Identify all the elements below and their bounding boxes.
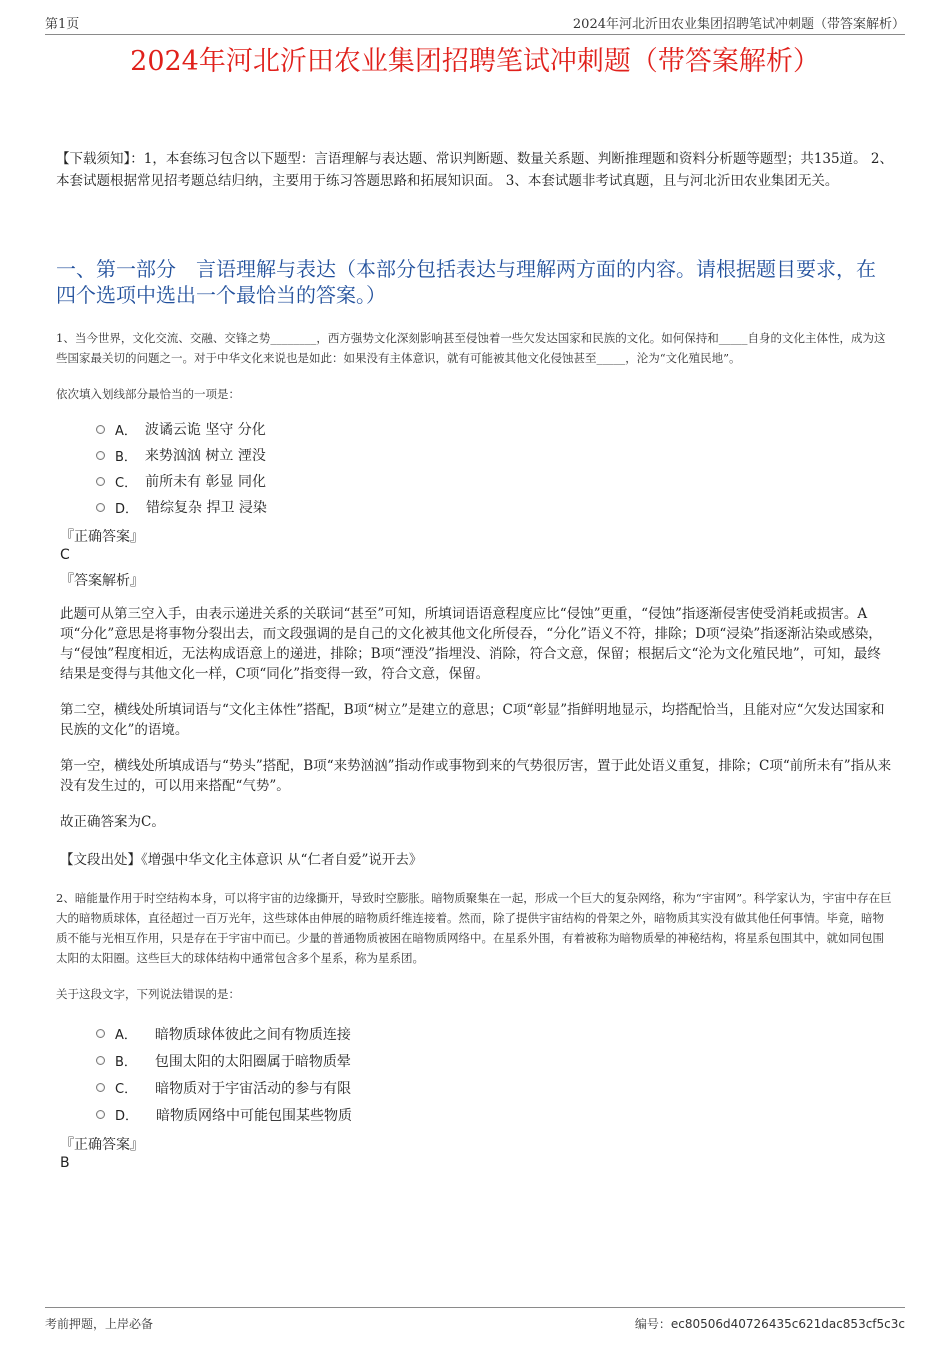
- option-b[interactable]: B． 来势汹汹 树立 湮没: [96, 442, 894, 468]
- radio-icon[interactable]: [96, 425, 105, 434]
- page-footer: [45, 1307, 905, 1332]
- answer-label: 『正确答案』: [60, 529, 144, 545]
- option-d[interactable]: D． 暗物质网络中可能包围某些物质: [96, 1101, 894, 1128]
- page-header: [45, 10, 905, 35]
- section-title: 一、第一部分 言语理解与表达（本部分包括表达与理解两方面的内容。请根据题目要求，在四个选项中选出一个最恰当的答案。）: [56, 257, 876, 307]
- question-1: [56, 328, 894, 868]
- document-body: [56, 148, 894, 1172]
- option-a[interactable]: A． 暗物质球体彼此之间有物质连接: [96, 1020, 894, 1047]
- analysis-label: 『答案解析』: [60, 573, 144, 589]
- option-d[interactable]: D． 错综复杂 捍卫 浸染: [96, 494, 894, 520]
- option-c[interactable]: C． 前所未有 彰显 同化: [96, 468, 894, 494]
- radio-icon[interactable]: [96, 451, 105, 460]
- analysis-paragraph: 故正确答案为C。: [60, 814, 165, 830]
- option-a[interactable]: A． 波谲云诡 坚守 分化: [96, 416, 894, 442]
- option-c[interactable]: C． 暗物质对于宇宙活动的参与有限: [96, 1074, 894, 1101]
- document-title: 2024年河北沂田农业集团招聘笔试冲刺题（带答案解析）: [130, 46, 820, 77]
- analysis-paragraph: 第二空，横线处所填词语与“文化主体性”搭配，B项“树立”是建立的意思；C项“彰显”指鲜明地显示，均搭配恰当，且能对应“欠发达国家和民族的文化”的语境。: [60, 702, 885, 738]
- question-2-text: 2、暗能量作用于时空结构本身，可以将宇宙的边缘撕开，导致时空膨胀。暗物质聚集在一起，形成一个巨大的复杂网络，称为“宇宙网”。科学家认为，宇宙中存在巨大的暗物质球体，直径超过一百万光年，这些球体由伸展的暗物质纤维连接着。然而，除了提供宇宙结构的骨架之外，暗物质其实没有做其他任何事情。毕竟，暗物质不能与光相互作用，只是存在于宇宙中而已。少量的普通物质被困在暗物质网络中。在星系外围，有着被称为暗物质晕的神秘结构，将星系包围其中，就如同包围太阳的太阳圈。这些巨大的球体结构中通常包含多个星系，称为星系团。: [56, 891, 892, 965]
- option-b[interactable]: B． 包围太阳的太阳圈属于暗物质晕: [96, 1047, 894, 1074]
- question-1-options: [96, 416, 894, 520]
- answer-value: B: [60, 1155, 70, 1171]
- question-1-text: 1、当今世界，文化交流、交融、交锋之势________，西方强势文化深刻影响甚至侵蚀着一些欠发达国家和民族的文化。如何保持和_____自身的文化主体性，成为这些国家最关切的问题之一。对于中华文化来说也是如此：如果没有主体意识，就有可能被其他文化侵蚀甚至_____，沦为“文化殖民地”。: [56, 331, 886, 365]
- question-2-prompt: 关于这段文字，下列说法错误的是：: [56, 987, 240, 1001]
- analysis-paragraph: 此题可从第三空入手，由表示递进关系的关联词“甚至”可知，所填词语语意程度应比“侵蚀”更重，“侵蚀”指逐渐侵害使受消耗或损害。A项“分化”意思是将事物分裂出去，而文段强调的是自己的文化被其他文化所侵吞，“分化”语义不符，排除；D项“浸染”指逐渐沾染或感染，与“侵蚀”程度相近，无法构成语意上的递进，排除；B项“湮没”指埋没、消除，符合文意，保留；根据后文“沦为文化殖民地”，可知，最终结果是变得与其他文化一样，C项“同化”指变得一致，符合文意，保留。: [60, 606, 882, 682]
- document-code: 编号：ec80506d40726435c621dac853cf5c3c: [634, 1317, 905, 1331]
- question-2: [56, 888, 894, 1172]
- radio-icon[interactable]: [96, 1110, 105, 1119]
- answer-value: C: [60, 547, 70, 563]
- page-number: 第1页: [45, 17, 80, 32]
- radio-icon[interactable]: [96, 477, 105, 486]
- radio-icon[interactable]: [96, 1029, 105, 1038]
- text-source: 【文段出处】《增强中华文化主体意识 从“仁者自爱”说开去》: [60, 852, 423, 868]
- question-2-options: [96, 1020, 894, 1128]
- footer-slogan: 考前押题，上岸必备: [45, 1317, 154, 1331]
- analysis-paragraph: 第一空，横线处所填成语与“势头”搭配，B项“来势汹汹”指动作或事物到来的气势很厉害，置于此处语义重复，排除；C项“前所未有”指从来没有发生过的，可以用来搭配“气势”。: [60, 758, 892, 794]
- answer-label: 『正确答案』: [60, 1137, 144, 1153]
- radio-icon[interactable]: [96, 1083, 105, 1092]
- header-doc-title: 2024年河北沂田农业集团招聘笔试冲刺题（带答案解析）: [572, 17, 905, 32]
- radio-icon[interactable]: [96, 1056, 105, 1065]
- download-notice: 【下载须知】：1，本套练习包含以下题型：言语理解与表达题、常识判断题、数量关系题、判断推理题和资料分析题等题型；共135道。 2、本套试题根据常见招考题总结归纳，主要用于练习答题思路和拓展知识面。 3、本套试题非考试真题，且与河北沂田农业集团无关。: [56, 151, 893, 189]
- radio-icon[interactable]: [96, 503, 105, 512]
- question-1-prompt: 依次填入划线部分最恰当的一项是：: [56, 387, 240, 401]
